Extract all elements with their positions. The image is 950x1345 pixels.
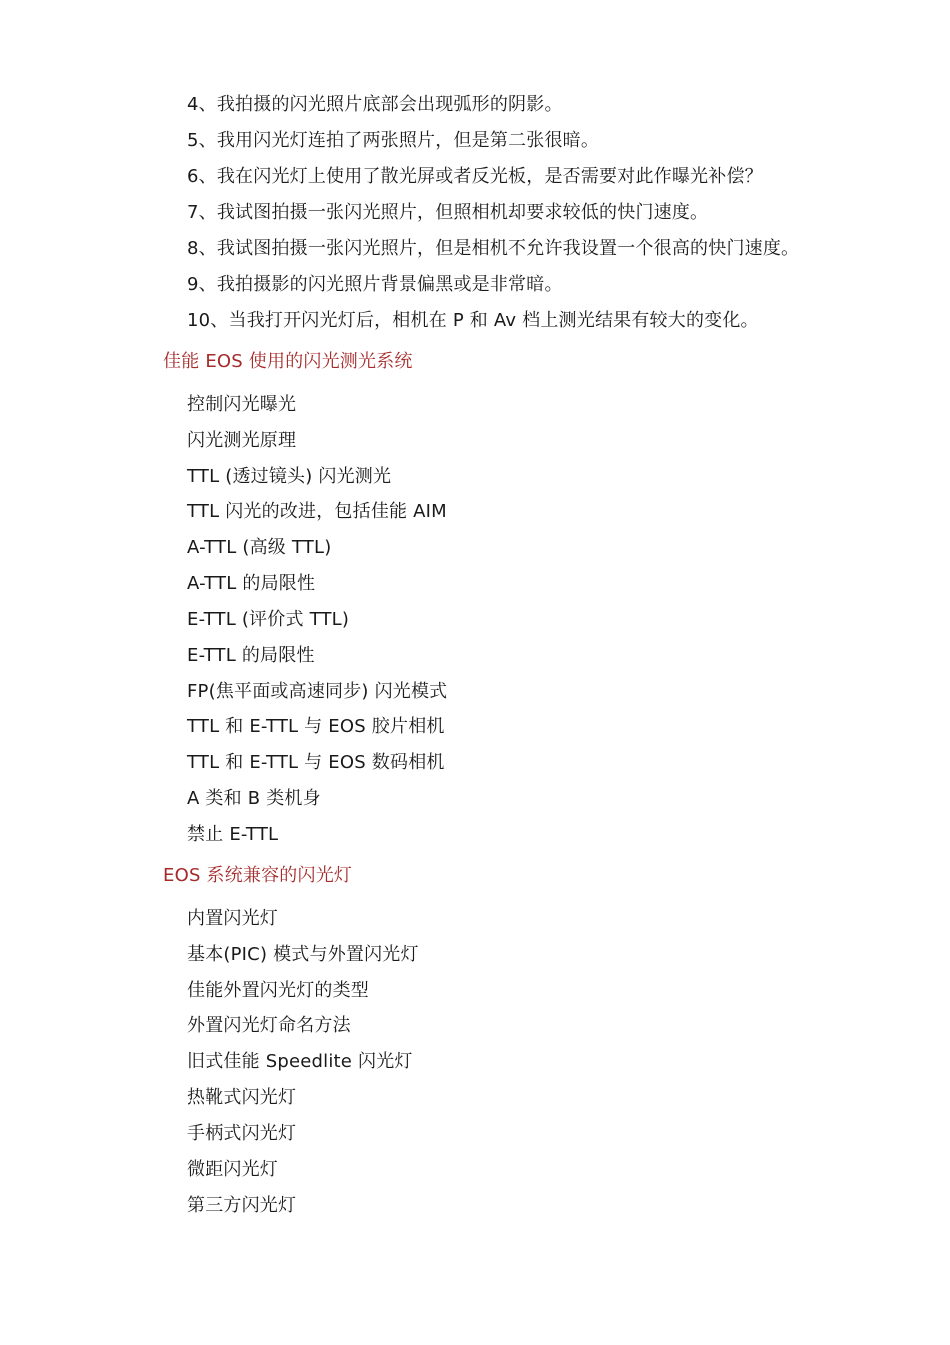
faq-item: 5、我用闪光灯连拍了两张照片，但是第二张很暗。 bbox=[187, 130, 600, 151]
topic-item: 手柄式闪光灯 bbox=[187, 1123, 297, 1144]
faq-item: 10、当我打开闪光灯后，相机在 P 和 Av 档上测光结果有较大的变化。 bbox=[187, 310, 759, 331]
topic-item: 闪光测光原理 bbox=[187, 430, 297, 451]
topic-item: TTL 和 E-TTL 与 EOS 胶片相机 bbox=[187, 716, 445, 737]
topic-item: TTL 和 E-TTL 与 EOS 数码相机 bbox=[187, 752, 445, 773]
topic-item: 内置闪光灯 bbox=[187, 908, 278, 929]
faq-item: 7、我试图拍摄一张闪光照片，但照相机却要求较低的快门速度。 bbox=[187, 202, 709, 223]
topic-item: 第三方闪光灯 bbox=[187, 1195, 297, 1216]
topic-item: TTL (透过镜头) 闪光测光 bbox=[187, 466, 392, 487]
section-heading-flashes: EOS 系统兼容的闪光灯 bbox=[163, 865, 353, 886]
faq-item: 9、我拍摄影的闪光照片背景偏黑或是非常暗。 bbox=[187, 274, 563, 295]
topic-item: E-TTL (评价式 TTL) bbox=[187, 609, 350, 630]
topic-item: 佳能外置闪光灯的类型 bbox=[187, 980, 369, 1001]
topic-item: A 类和 B 类机身 bbox=[187, 788, 321, 809]
topic-item: 旧式佳能 Speedlite 闪光灯 bbox=[187, 1051, 413, 1072]
topic-item: 外置闪光灯命名方法 bbox=[187, 1015, 351, 1036]
topic-item: 控制闪光曝光 bbox=[187, 394, 297, 415]
topic-item: A-TTL 的局限性 bbox=[187, 573, 316, 594]
topic-item: FP(焦平面或高速同步) 闪光模式 bbox=[187, 681, 448, 702]
topic-item: A-TTL (高级 TTL) bbox=[187, 537, 332, 558]
topic-item: TTL 闪光的改进，包括佳能 AIM bbox=[187, 501, 447, 522]
topic-item: E-TTL 的局限性 bbox=[187, 645, 315, 666]
faq-item: 8、我试图拍摄一张闪光照片，但是相机不允许我设置一个很高的快门速度。 bbox=[187, 238, 800, 259]
topic-item: 微距闪光灯 bbox=[187, 1159, 278, 1180]
faq-item: 6、我在闪光灯上使用了散光屏或者反光板，是否需要对此作曝光补偿？ bbox=[187, 166, 763, 187]
topic-item: 热靴式闪光灯 bbox=[187, 1087, 297, 1108]
topic-item: 禁止 E-TTL bbox=[187, 824, 279, 845]
topic-item: 基本(PIC) 模式与外置闪光灯 bbox=[187, 944, 419, 965]
section-heading-metering: 佳能 EOS 使用的闪光测光系统 bbox=[163, 351, 413, 372]
faq-item: 4、我拍摄的闪光照片底部会出现弧形的阴影。 bbox=[187, 94, 563, 115]
